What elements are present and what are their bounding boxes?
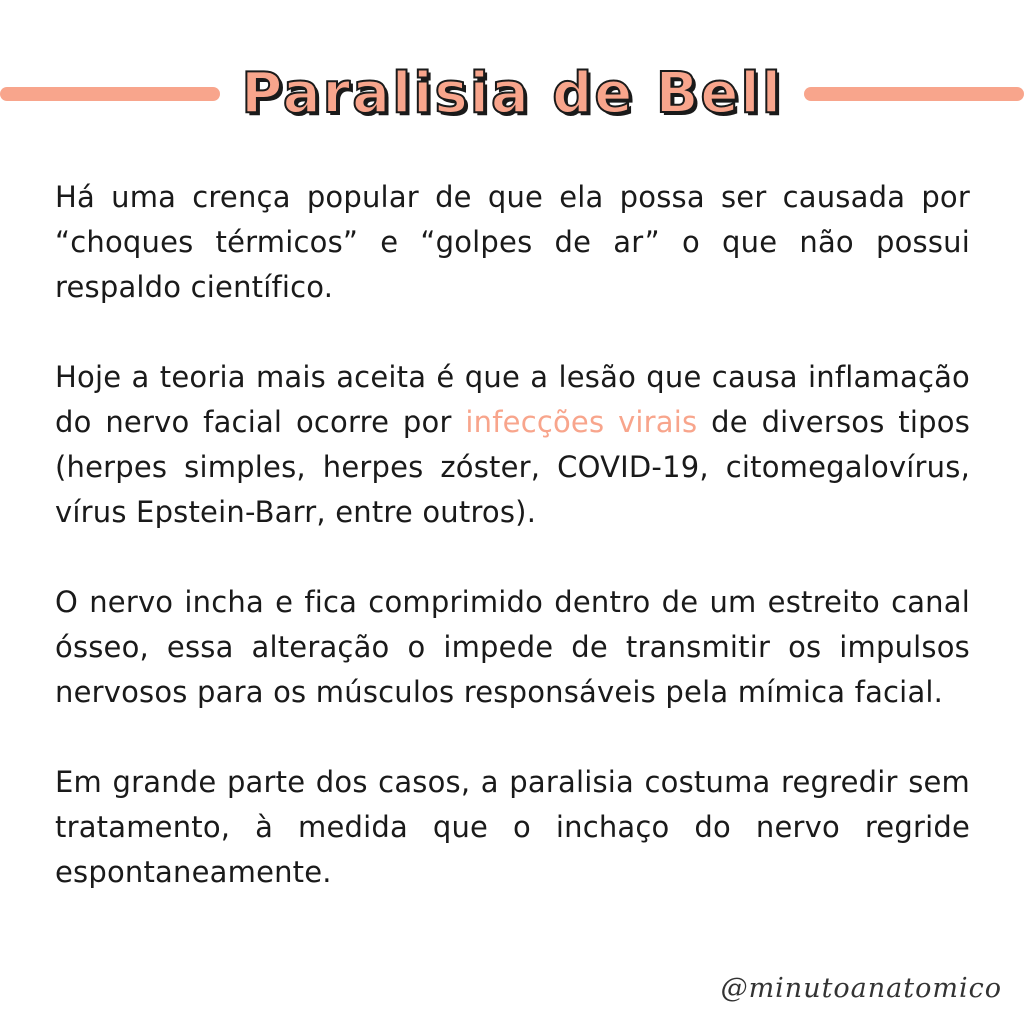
body-text bbox=[55, 175, 970, 940]
paragraph-accepted-theory-end: de diversos tipos (herpes simples, herpes zóster, COVID-19, citomegalovírus, vírus Epstein-Barr, entre outros). bbox=[55, 405, 970, 529]
title-rule-left bbox=[0, 87, 220, 101]
paragraph-recovery: Em grande parte dos casos, a paralisia costuma regredir sem tratamento, à medida que o inchaço do nervo regride espontaneamente. bbox=[55, 765, 970, 889]
page-title: Paralisia de Bell bbox=[241, 61, 783, 126]
paragraph-popular-belief: Há uma crença popular de que ela possa ser causada por “choques térmicos” e “golpes de ar” o que não possui respaldo científico. bbox=[55, 180, 970, 304]
title-rule-right bbox=[804, 87, 1024, 101]
paragraph-accepted-theory bbox=[55, 355, 970, 535]
paragraph-accepted-theory-start: Hoje a teoria mais aceita é que a lesão que causa inflamação do nervo facial ocorre por bbox=[55, 360, 970, 439]
paragraph-nerve-compression: O nervo incha e fica comprimido dentro de um estreito canal ósseo, essa alteração o impede de transmitir os impulsos nervosos para os músculos responsáveis pela mímica facial. bbox=[55, 585, 970, 709]
author-handle: @minutoanatomico bbox=[720, 973, 1002, 1004]
highlight-viral-infections: infecções virais bbox=[465, 405, 698, 439]
